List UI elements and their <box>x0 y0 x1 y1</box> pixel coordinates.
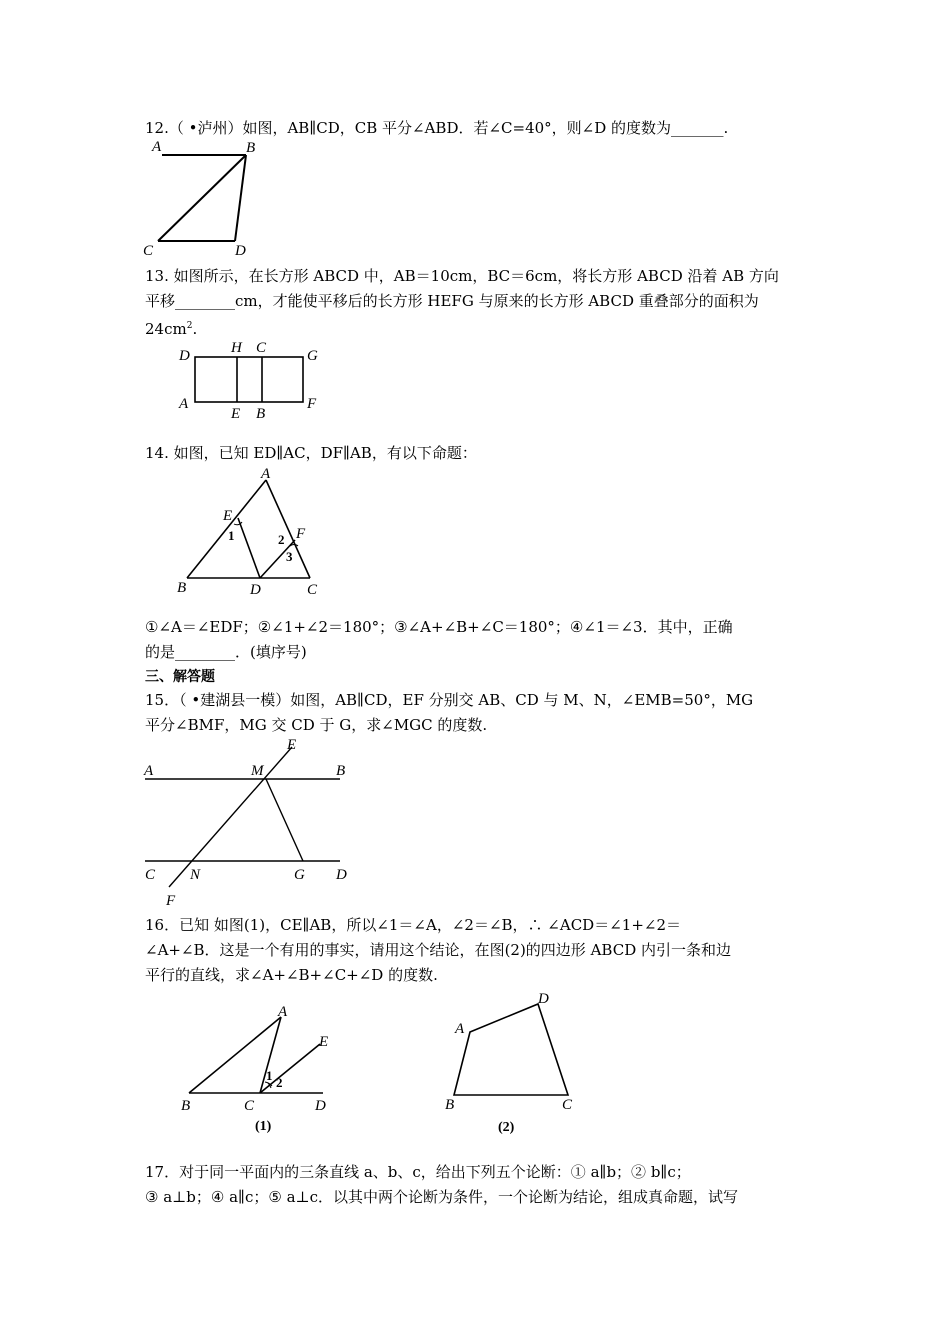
q14-angle-label-1: 1 <box>228 528 235 543</box>
q13-text-line2: 平移________cm，才能使平移后的长方形 HEFG 与原来的长方形 ABCD 重叠部分的面积为 <box>145 292 759 310</box>
q12-label-d: D <box>235 243 246 259</box>
q15-label-f: F <box>166 893 176 909</box>
q15-figure <box>140 735 360 910</box>
section-title: 三、解答题 <box>145 669 215 685</box>
q16-fig2-label-b: B <box>445 1097 455 1113</box>
q12-text: 12.（ •泸州）如图，AB∥CD，CB 平分∠ABD．若∠C=40°，则∠D 的度数为_______. <box>145 119 729 137</box>
q16-fig2-label-d: D <box>538 991 549 1007</box>
q12-segment-bc <box>158 155 246 241</box>
q13-label-b: B <box>256 406 266 422</box>
q13-label-e: E <box>231 406 241 422</box>
q16-fig1-angle-label-2: 2 <box>276 1075 283 1090</box>
q16-figure-1 <box>175 1000 345 1140</box>
q16-text-line3: 平行的直线，求∠A+∠B+∠C+∠D 的度数. <box>145 966 438 984</box>
q15-line-ef <box>169 747 292 887</box>
q12-label-b: B <box>246 140 256 156</box>
q15-text-line1: 15．（ •建湖县一模）如图，AB∥CD，EF 分别交 AB、CD 与 M、N，∠EMB=50°，MG <box>145 691 754 709</box>
q15-label-m: M <box>251 763 264 779</box>
q13-label-h: H <box>231 340 242 356</box>
q17-text-line1: 17．对于同一平面内的三条直线 a、b、c，给出下列五个论断：① a∥b；② b∥c； <box>145 1163 691 1181</box>
q13-label-a: A <box>179 396 189 412</box>
q15-segment-mg <box>266 779 303 861</box>
q13-text-line1: 13. 如图所示，在长方形 ABCD 中，AB＝10cm，BC＝6cm，将长方形 ABCD 沿着 AB 方向 <box>145 267 779 285</box>
q16-fig2-label-c: C <box>562 1097 573 1113</box>
q14-text-line2: ①∠A＝∠EDF；②∠1+∠2＝180°；③∠A+∠B+∠C＝180°；④∠1＝∠3．其中，正确 <box>145 618 733 636</box>
q15-label-c: C <box>145 867 156 883</box>
q14-text-line3: 的是________．(填序号) <box>145 643 307 661</box>
q16-figure-2 <box>440 985 590 1135</box>
q15-label-e: E <box>287 737 297 753</box>
q14-label-f: F <box>296 526 306 542</box>
q14-figure <box>170 466 330 598</box>
q16-fig1-angle-label-1: 1 <box>266 1068 273 1083</box>
q14-label-c: C <box>307 582 318 598</box>
q15-label-b: B <box>336 763 346 779</box>
q16-text-line2: ∠A+∠B．这是一个有用的事实，请用这个结论，在图(2)的四边形 ABCD 内引一条和边 <box>145 941 731 959</box>
q16-fig1-label-c: C <box>244 1098 255 1114</box>
q15-text-line2: 平分∠BMF，MG 交 CD 于 G，求∠MGC 的度数. <box>145 716 488 734</box>
q13-label-f: F <box>307 396 317 412</box>
q12-label-c: C <box>143 243 154 259</box>
q16-fig1-label-e: E <box>319 1034 329 1050</box>
q12-figure <box>140 135 260 260</box>
q13-label-d: D <box>179 348 190 364</box>
q16-fig1-label-b: B <box>181 1098 191 1114</box>
q13-outer-rect <box>195 357 303 402</box>
q13-figure <box>175 338 335 423</box>
q16-fig1-label-d: D <box>315 1098 326 1114</box>
q14-angle-label-2: 2 <box>278 532 285 547</box>
q13-label-c: C <box>256 340 267 356</box>
q16-fig2-label-a: A <box>455 1021 465 1037</box>
q12-segment-bd <box>235 155 246 241</box>
q14-label-a: A <box>261 466 271 482</box>
q14-label-d: D <box>250 582 261 598</box>
q14-angle-label-3: 3 <box>286 549 293 564</box>
q17-text-line2: ③ a⊥b；④ a∥c；⑤ a⊥c．以其中两个论断为条件，一个论断为结论，组成真命题，试写 <box>145 1188 739 1206</box>
q16-fig2-caption: (2) <box>498 1120 515 1135</box>
q14-label-b: B <box>177 580 187 596</box>
q12-label-a: A <box>152 139 162 155</box>
q13-text-line3: $24cm^2$. <box>145 320 198 338</box>
q16-fig2-quadrilateral <box>454 1004 568 1095</box>
q16-text-line1: 16．已知 如图(1)，CE∥AB，所以∠1＝∠A，∠2＝∠B，∴ ∠ACD＝∠1+∠2＝ <box>145 916 681 934</box>
q14-label-e: E <box>223 508 233 524</box>
q16-fig1-label-a: A <box>278 1004 288 1020</box>
q14-segment-ed <box>238 518 260 578</box>
q14-text-line1: 14. 如图，已知 ED∥AC，DF∥AB，有以下命题： <box>145 444 477 462</box>
q14-angle-mark-23 <box>290 544 298 546</box>
q13-label-g: G <box>307 348 318 364</box>
q15-label-n: N <box>190 867 201 883</box>
q16-fig1-caption: (1) <box>255 1119 272 1134</box>
q15-label-a: A <box>144 763 154 779</box>
q15-label-d: D <box>336 867 347 883</box>
q15-label-g: G <box>294 867 305 883</box>
